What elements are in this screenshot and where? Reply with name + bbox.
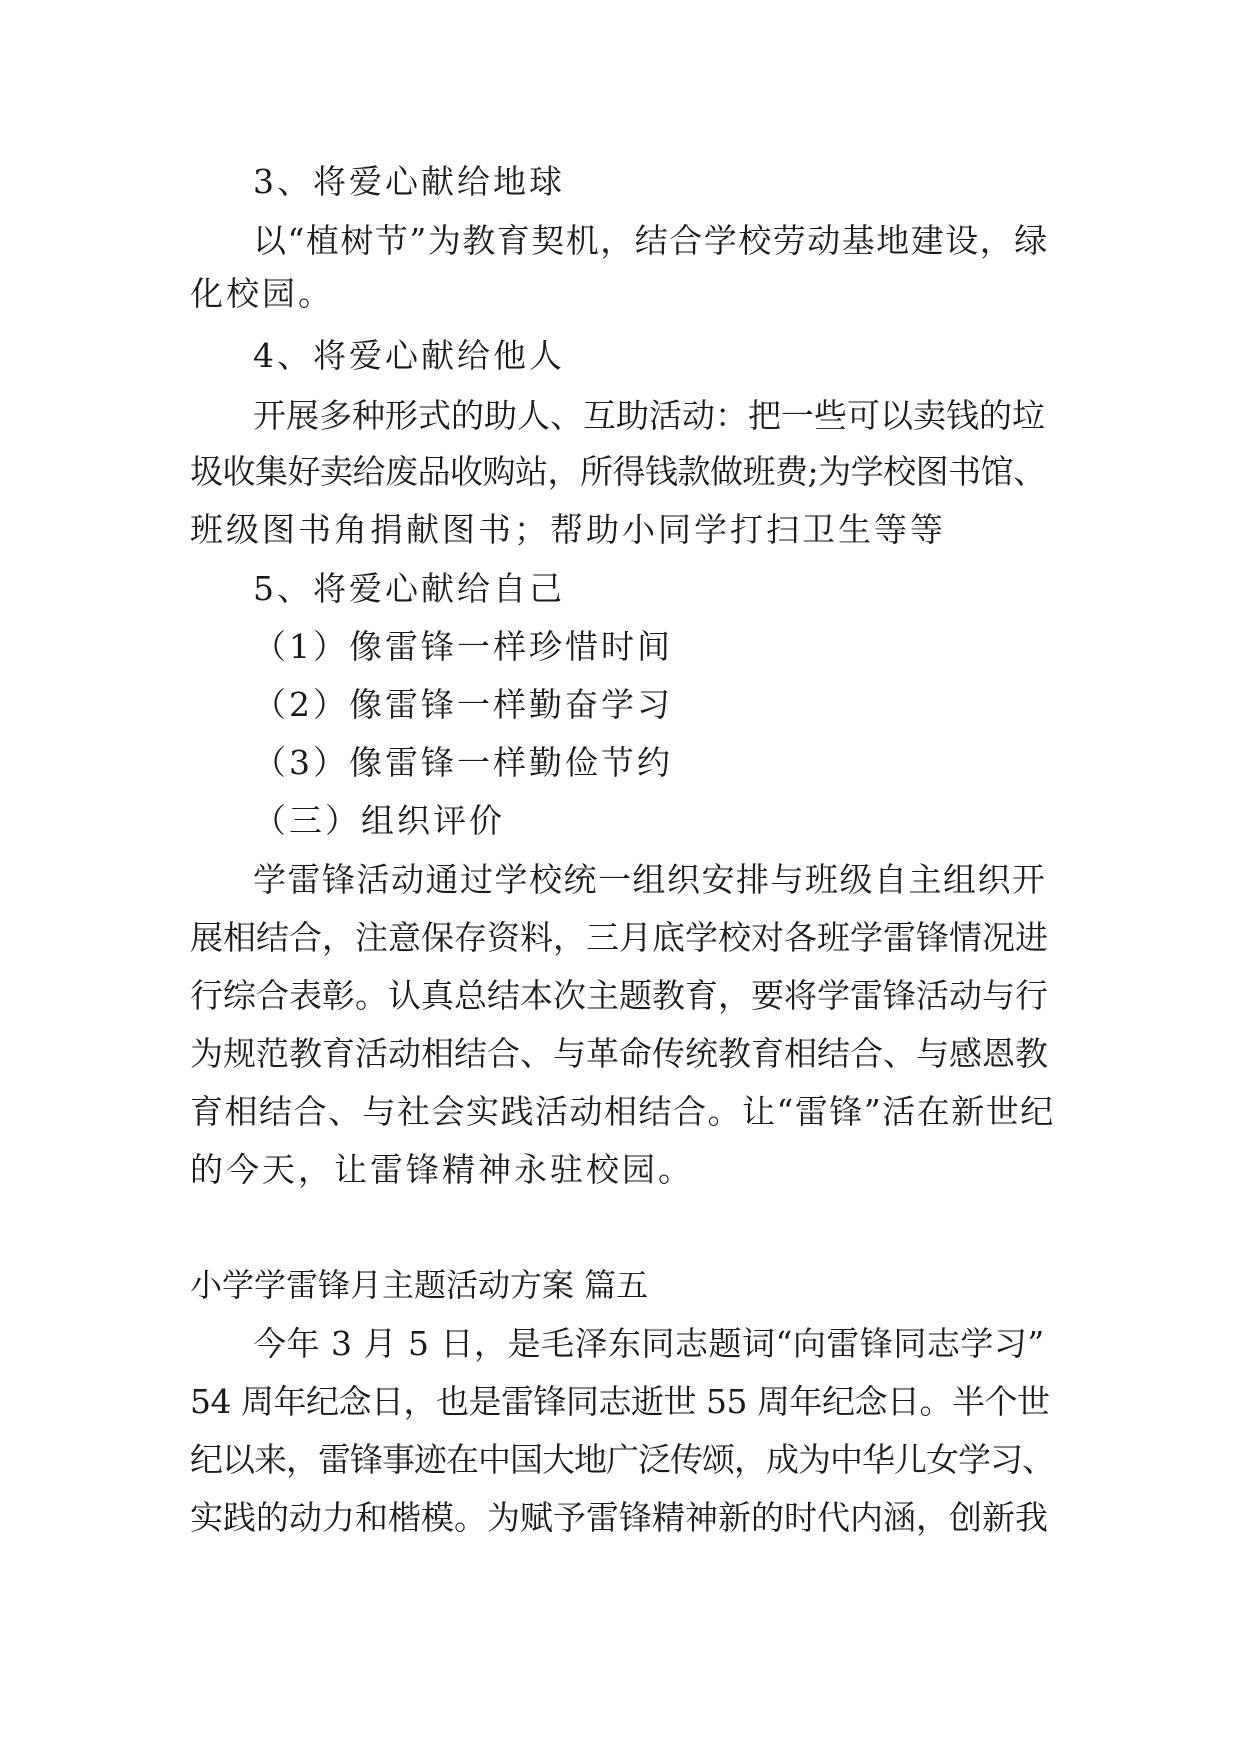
paragraph-line: 圾收集好卖给废品收购站，所得钱款做班费;为学校图书馆、 [190, 452, 1046, 491]
paragraph-line: 实践的动力和楷模。为赋予雷锋精神新的时代内涵，创新我 [190, 1498, 1048, 1537]
list-item: （3）像雷锋一样勤俭节约 [253, 743, 673, 782]
paragraph-line: 展相结合，注意保存资料，三月底学校对各班学雷锋情况进 [190, 918, 1048, 957]
paragraph-line: 54 周年纪念日，也是雷锋同志逝世 55 周年纪念日。半个世 [190, 1382, 1050, 1421]
subheading-item-5: 5、将爱心献给自己 [253, 569, 565, 608]
list-item: （1）像雷锋一样珍惜时间 [253, 627, 673, 666]
paragraph-line: 今年 3 月 5 日，是毛泽东同志题词“向雷锋同志学习” [253, 1324, 1045, 1363]
paragraph-line: 为规范教育活动相结合、与革命传统教育相结合、与感恩教 [190, 1034, 1048, 1073]
subheading-item-4: 4、将爱心献给他人 [253, 336, 565, 375]
paragraph-line: 纪以来，雷锋事迹在中国大地广泛传颂，成为中华儿女学习、 [190, 1440, 1054, 1479]
list-item: （2）像雷锋一样勤奋学习 [253, 685, 673, 724]
subheading-item-3: 3、将爱心献给地球 [253, 162, 565, 201]
paragraph-line: 化校园。 [190, 274, 334, 313]
section-heading: （三）组织评价 [253, 801, 505, 840]
paragraph-line: 班级图书角捐献图书；帮助小同学打扫卫生等等 [190, 510, 946, 549]
paragraph-line: 学雷锋活动通过学校统一组织安排与班级自主组织开 [253, 860, 1047, 899]
paragraph-line: 的今天，让雷锋精神永驻校园。 [190, 1150, 694, 1189]
article-title: 小学学雷锋月主题活动方案 篇五 [190, 1266, 649, 1304]
paragraph-line: 育相结合、与社会实践活动相结合。让“雷锋”活在新世纪 [190, 1092, 1055, 1131]
paragraph-line: 开展多种形式的助人、互助活动：把一些可以卖钱的垃 [253, 396, 1045, 435]
paragraph-line: 以“植树节”为教育契机，结合学校劳动基地建设，绿 [253, 221, 1049, 260]
paragraph-line: 行综合表彰。认真总结本次主题教育，要将学雷锋活动与行 [190, 976, 1048, 1015]
